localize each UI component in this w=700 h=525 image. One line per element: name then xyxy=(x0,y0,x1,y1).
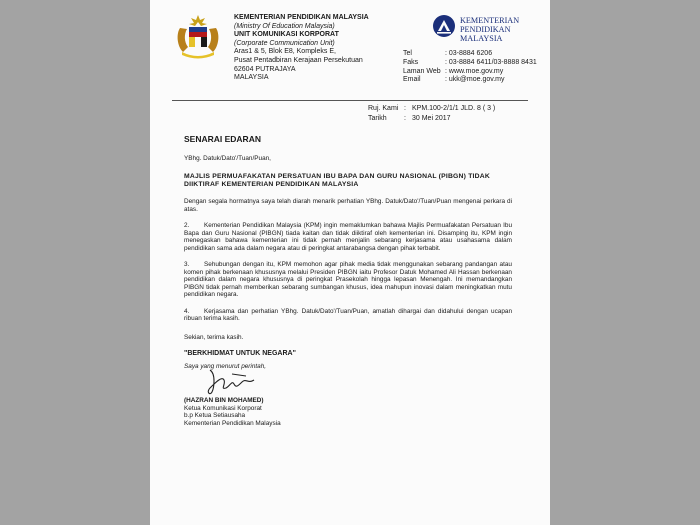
letter-subject: MAJLIS PERMUAFAKATAN PERSATUAN IBU BAPA DAN GURU NASIONAL (PIBGN) TIDAK DIIKTIRAF KEMENTERIAN PENDIDIKAN MALAYSIA xyxy=(184,173,490,188)
letter-body xyxy=(184,128,512,427)
contact-label: Laman Web xyxy=(403,67,441,75)
reference-separator: : xyxy=(404,105,406,112)
date-separator: : xyxy=(404,114,406,122)
header-divider xyxy=(172,100,528,101)
kpm-logo-text xyxy=(460,16,519,43)
motto: "BERKHIDMAT UNTUK NEGARA" xyxy=(184,350,296,357)
letter-page xyxy=(150,0,550,525)
logo-text-line: PENDIDIKAN xyxy=(460,25,511,34)
address-line: MALAYSIA xyxy=(234,74,269,82)
date-row xyxy=(368,114,495,124)
paragraph-3 xyxy=(184,261,512,299)
signer-title: Ketua Komunikasi Korporat xyxy=(184,404,262,412)
reference-number: KPM.100-2/1/1 JLD. 8 ( 3 ) xyxy=(412,105,496,112)
paragraph-2 xyxy=(184,222,512,252)
address-line: 62604 PUTRAJAYA xyxy=(234,65,296,73)
letter-date: 30 Mei 2017 xyxy=(412,114,451,122)
signature-icon xyxy=(202,366,262,398)
address-line: Pusat Pentadbiran Kerajaan Persekutuan xyxy=(234,56,363,64)
signer-title: Kementerian Pendidikan Malaysia xyxy=(184,419,281,427)
contact-value: : ukk@moe.gov.my xyxy=(445,76,505,84)
paragraph-number: 2. xyxy=(184,222,190,229)
contact-label: Tel xyxy=(403,50,412,57)
thanks-line: Sekian, terima kasih. xyxy=(184,333,244,341)
salutation: YBhg. Datuk/Dato'/Tuan/Puan, xyxy=(184,154,271,162)
reference-row xyxy=(368,104,495,114)
contact-row xyxy=(403,68,537,77)
reference-block xyxy=(368,104,495,123)
coat-of-arms-icon xyxy=(174,14,222,60)
paragraph-number: 4. xyxy=(184,307,190,315)
circular-heading: SENARAI EDARAN xyxy=(184,134,261,144)
signature-area xyxy=(184,370,512,397)
paragraph-text: Sehubungan dengan itu, KPM memohon agar pihak media tidak menggunakan sebarang pandangan atau komen pihak berkenaan khususnya melalui Presiden PIBGN iaitu Profesor Datuk Mohamed Ali Hassan berkenaan pendidikan dalam negara khususnya di peringkat Prasekolah hingga lepasan Menengah. Ini memandangkan PIBGN tidak pernah memberikan sebarang sumbangan khusus, idea mahupun inovasi dalam meningkatkan mutu pendidikan negara. xyxy=(184,261,512,298)
signer-title: b.p Ketua Setiausaha xyxy=(184,412,246,419)
contact-value: : 03-8884 6411/03-8888 8431 xyxy=(445,58,537,66)
paragraph-4 xyxy=(184,308,512,323)
paragraph-text: Kerjasama dan perhatian YBhg. Datuk/Dato'/Tuan/Puan, amatlah dihargai dan didahului dengan ucapan ribuan terima kasih. xyxy=(184,307,512,322)
date-label: Tarikh xyxy=(368,114,387,122)
reference-label: Ruj. Kami xyxy=(368,105,399,112)
paragraph-text: Kementerian Pendidikan Malaysia (KPM) ingin memaklumkan bahawa Majlis Permuafakatan Persatuan Ibu Bapa dan Guru Nasional (PIBGN) tiada kaitan dan tidak diiktiraf oleh kementerian ini. Disamping itu, KPM ingin menegaskan bahawa kementerian ini tidak pernah menjalin sebarang kerjasama atau usahasama dalam pendidikan sama ada dalam negara atau di peringkat antarabangsa dengan pihak terbabit. xyxy=(184,222,512,252)
unit-name: UNIT KOMUNIKASI KORPORAT xyxy=(234,31,339,39)
closing-line: Saya yang menurut perintah, xyxy=(184,362,267,370)
signer-name: (HAZRAN BIN MOHAMED) xyxy=(184,397,264,404)
unit-name-english: (Corporate Communication Unit) xyxy=(234,39,335,47)
contact-block xyxy=(403,50,537,85)
logo-text-line: MALAYSIA xyxy=(460,34,503,43)
contact-row xyxy=(403,76,537,85)
kpm-logo-icon xyxy=(432,14,456,38)
contact-label: Faks xyxy=(403,58,419,66)
paragraph-1: Dengan segala hormatnya saya telah diarah menarik perhatian YBhg. Datuk/Dato'/Tuan/Puan mengenai perkara di atas. xyxy=(184,198,512,213)
contact-value: : 03-8884 6206 xyxy=(445,50,493,57)
contact-row xyxy=(403,59,537,68)
logo-text-line: KEMENTERIAN xyxy=(460,16,520,25)
ministry-name-english: (Ministry Of Education Malaysia) xyxy=(234,22,335,30)
paragraph-number: 3. xyxy=(184,261,190,268)
contact-value: : www.moe.gov.my xyxy=(445,67,504,75)
contact-row xyxy=(403,50,537,59)
contact-label: Email xyxy=(403,76,421,84)
ministry-name: KEMENTERIAN PENDIDIKAN MALAYSIA xyxy=(234,14,369,21)
address-line: Aras1 & 5, Blok E8, Kompleks E, xyxy=(234,48,336,56)
